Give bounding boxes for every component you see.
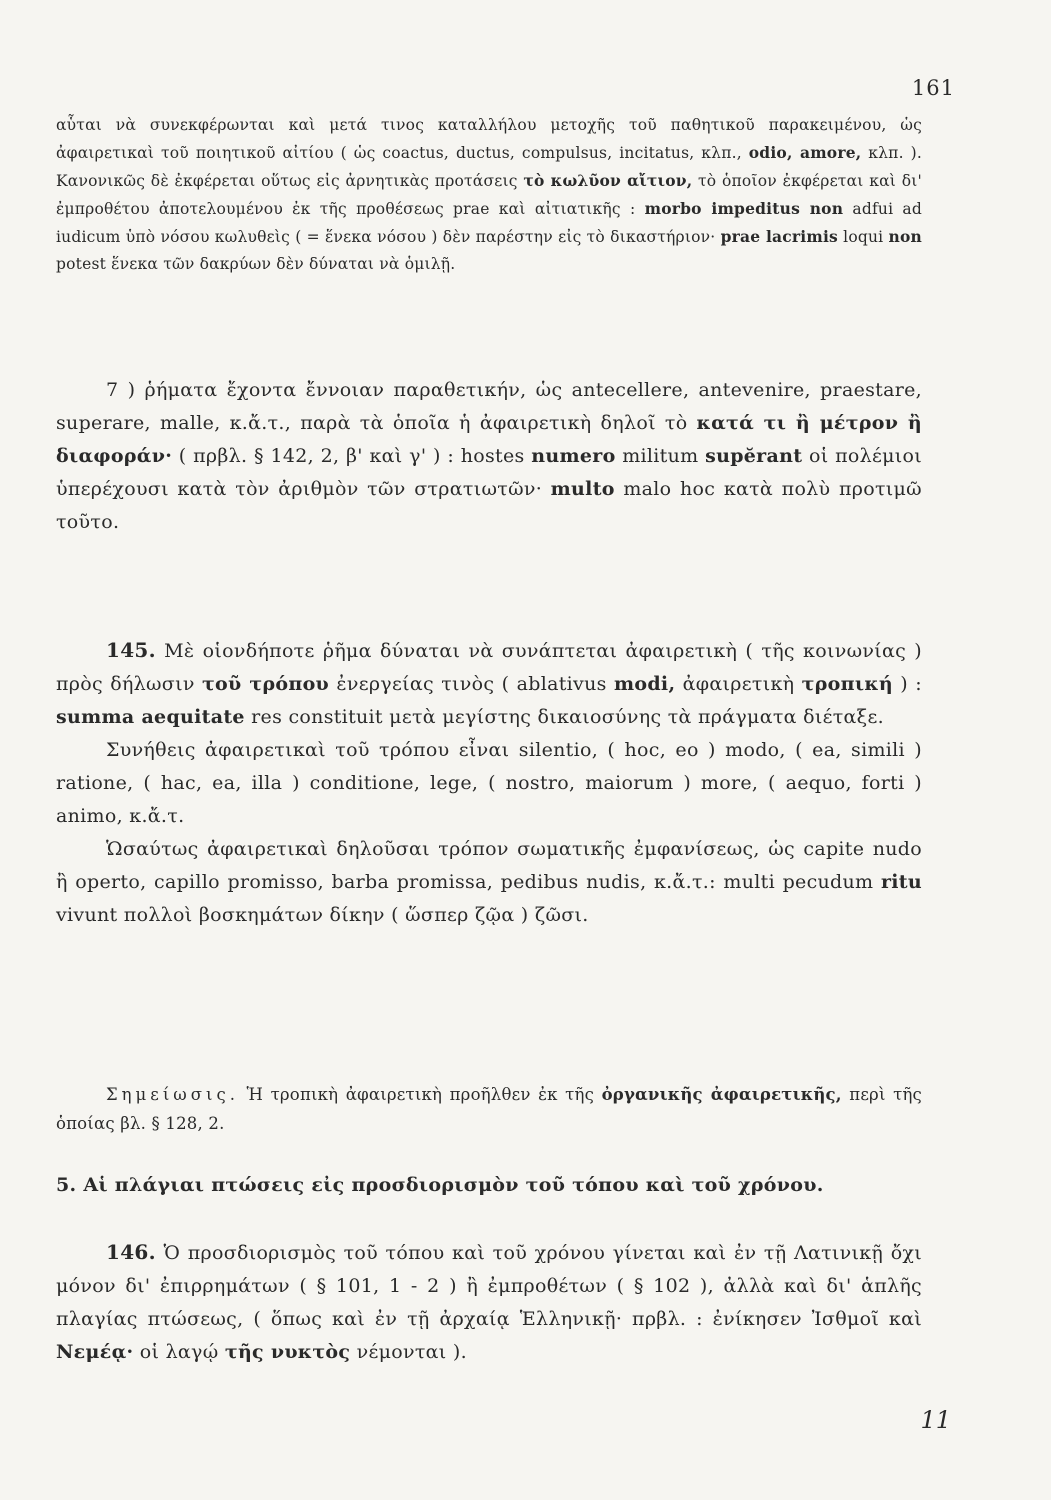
bold-text: τῆς νυκτὸς bbox=[224, 1341, 351, 1363]
bold-text: τροπική bbox=[801, 673, 893, 695]
paragraph-passive-participles bbox=[56, 112, 922, 278]
text: ἐνεργείας τινὸς ( ablativus bbox=[329, 673, 614, 695]
text: Ἡ τροπικὴ ἀφαιρετικὴ προῆλθεν ἐκ τῆς bbox=[238, 1085, 602, 1104]
text: ) : bbox=[892, 673, 922, 695]
bold-text: ὀργανικῆς ἀφαιρετικῆς, bbox=[601, 1085, 842, 1104]
text: malo hoc κατὰ πολὺ προτιμῶ τοῦτο. bbox=[56, 478, 922, 533]
note-label: Σημείωσις. bbox=[106, 1085, 239, 1104]
paragraph-common-ablatives: Συνήθεις ἀφαιρετικαὶ τοῦ τρόπου εἶναι silentio, ( hoc, eo ) modo, ( ea, simili ) ratione, ( hac, ea, illa ) conditione, lege, ( nostro, maiorum ) more, ( aequo, forti ) animo, κ.ἄ.τ. bbox=[56, 739, 922, 827]
bold-text: non bbox=[888, 227, 922, 246]
section-146 bbox=[56, 1236, 922, 1369]
note bbox=[56, 1080, 922, 1138]
page-number: 161 bbox=[911, 76, 955, 100]
text: potest ἕνεκα τῶν δακρύων δὲν δύναται νὰ ὁμιλῇ. bbox=[56, 255, 456, 273]
paragraph-bodily-appearance bbox=[56, 833, 922, 932]
bold-text: τὸ κωλῦον αἴτιον, bbox=[523, 171, 693, 190]
bold-text: morbo impeditus non bbox=[644, 199, 844, 218]
bold-text: ritu bbox=[880, 871, 922, 893]
text: οἱ πολέμιοι ὑπερέχουσι κατὰ τὸν ἀριθμὸν τῶν στρατιωτῶν· bbox=[56, 445, 922, 500]
section-number: 145. bbox=[106, 638, 156, 662]
paragraph-comparative-verbs bbox=[56, 374, 922, 539]
bold-text: τοῦ τρόπου bbox=[201, 673, 330, 695]
text: οἱ λαγῴ bbox=[133, 1341, 225, 1363]
bold-text: summa aequitate bbox=[56, 706, 245, 728]
section-number: 146. bbox=[106, 1240, 156, 1264]
signature-mark: 11 bbox=[920, 1406, 951, 1434]
text: vivunt πολλοὶ βοσκημάτων δίκην ( ὥσπερ ζῷα ) ζῶσι. bbox=[56, 904, 589, 926]
text: Μὲ οἱονδήποτε ῥῆμα δύναται νὰ συνάπτεται ἀφαιρετικὴ ( τῆς κοινωνίας ) πρὸς δήλωσιν bbox=[56, 640, 922, 695]
text: Ὡσαύτως ἀφαιρετικαὶ δηλοῦσαι τρόπον σωματικῆς ἐμφανίσεως, ὡς capite nudo ἢ operto, capillo promisso, barba promissa, pedibus nudis, κ.ἄ.τ.: multi pecudum bbox=[56, 838, 922, 893]
bold-text: modi, bbox=[613, 673, 676, 695]
section-heading: 5. Αἱ πλάγιαι πτώσεις εἰς προσδιορισμὸν τοῦ τόπου καὶ τοῦ χρόνου. bbox=[56, 1174, 824, 1196]
bold-text: multo bbox=[550, 478, 615, 500]
text: res constituit μετὰ μεγίστης δικαιοσύνης τὰ πράγματα διέταξε. bbox=[244, 706, 884, 728]
bold-text: numero bbox=[531, 445, 616, 467]
text: adfui ad iudicum ὑπὸ νόσου κωλυθεὶς ( = ἕνεκα νόσου ) δὲν παρέστην εἰς τὸ δικαστήριον· bbox=[56, 200, 922, 246]
text: περὶ τῆς ὁποίας βλ. § 128, 2. bbox=[56, 1085, 923, 1133]
text: ( πρβλ. § 142, 2, β' καὶ γ' ) : hostes bbox=[172, 445, 532, 467]
text: νέμονται ). bbox=[350, 1341, 467, 1363]
bold-text: κατά τι ἢ μέτρον ἢ διαφοράν· bbox=[56, 412, 923, 467]
text: τὸ ὁποῖον ἐκφέρεται καὶ δι' ἐμπροθέτου ἀποτελουμένου ἐκ τῆς προθέσεως prae καὶ αἰτιατικῆς : bbox=[56, 172, 922, 218]
bold-text: supĕrant bbox=[705, 445, 803, 467]
text: loqui bbox=[838, 228, 889, 246]
text: ἀφαιρετικὴ bbox=[675, 673, 802, 695]
text: Ὁ προσδιορισμὸς τοῦ τόπου καὶ τοῦ χρόνου γίνεται καὶ ἐν τῇ Λατινικῇ ὄχι μόνον δι' ἐπιρρημάτων ( § 101, 1 - 2 ) ἢ ἐμπροθέτων ( § 102 ), ἀλλὰ καὶ δι' ἁπλῆς πλαγίας πτώσεως, ( ὅπως καὶ ἐν τῇ ἀρχαίᾳ Ἑλληνικῇ· πρβλ. : ἐνίκησεν Ἰσθμοῖ καὶ bbox=[56, 1242, 922, 1330]
text: militum bbox=[615, 445, 706, 467]
bold-text: odio, amore, bbox=[748, 143, 862, 162]
section-145 bbox=[56, 634, 922, 932]
bold-text: Νεμέᾳ· bbox=[56, 1341, 134, 1363]
text: αὗται νὰ συνεκφέρωνται καὶ μετά τινος καταλλήλου μετοχῆς τοῦ παθητικοῦ παρακειμένου, ὡς ἀφαιρετικαὶ τοῦ ποιητικοῦ αἰτίου ( ὡς coactus, ductus, compulsus, incitatus, κλπ., bbox=[56, 116, 922, 162]
text: 7 ) ῥήματα ἔχοντα ἔννοιαν παραθετικήν, ὡς antecellere, antevenire, praestare, superare, malle, κ.ἄ.τ., παρὰ τὰ ὁποῖα ἡ ἀφαιρετικὴ δηλοῖ τὸ bbox=[56, 379, 922, 434]
bold-text: prae lacrimis bbox=[720, 227, 838, 246]
text: κλπ. ). Κανονικῶς δὲ ἐκφέρεται οὕτως εἰς ἀρνητικὰς προτάσεις bbox=[56, 144, 922, 190]
